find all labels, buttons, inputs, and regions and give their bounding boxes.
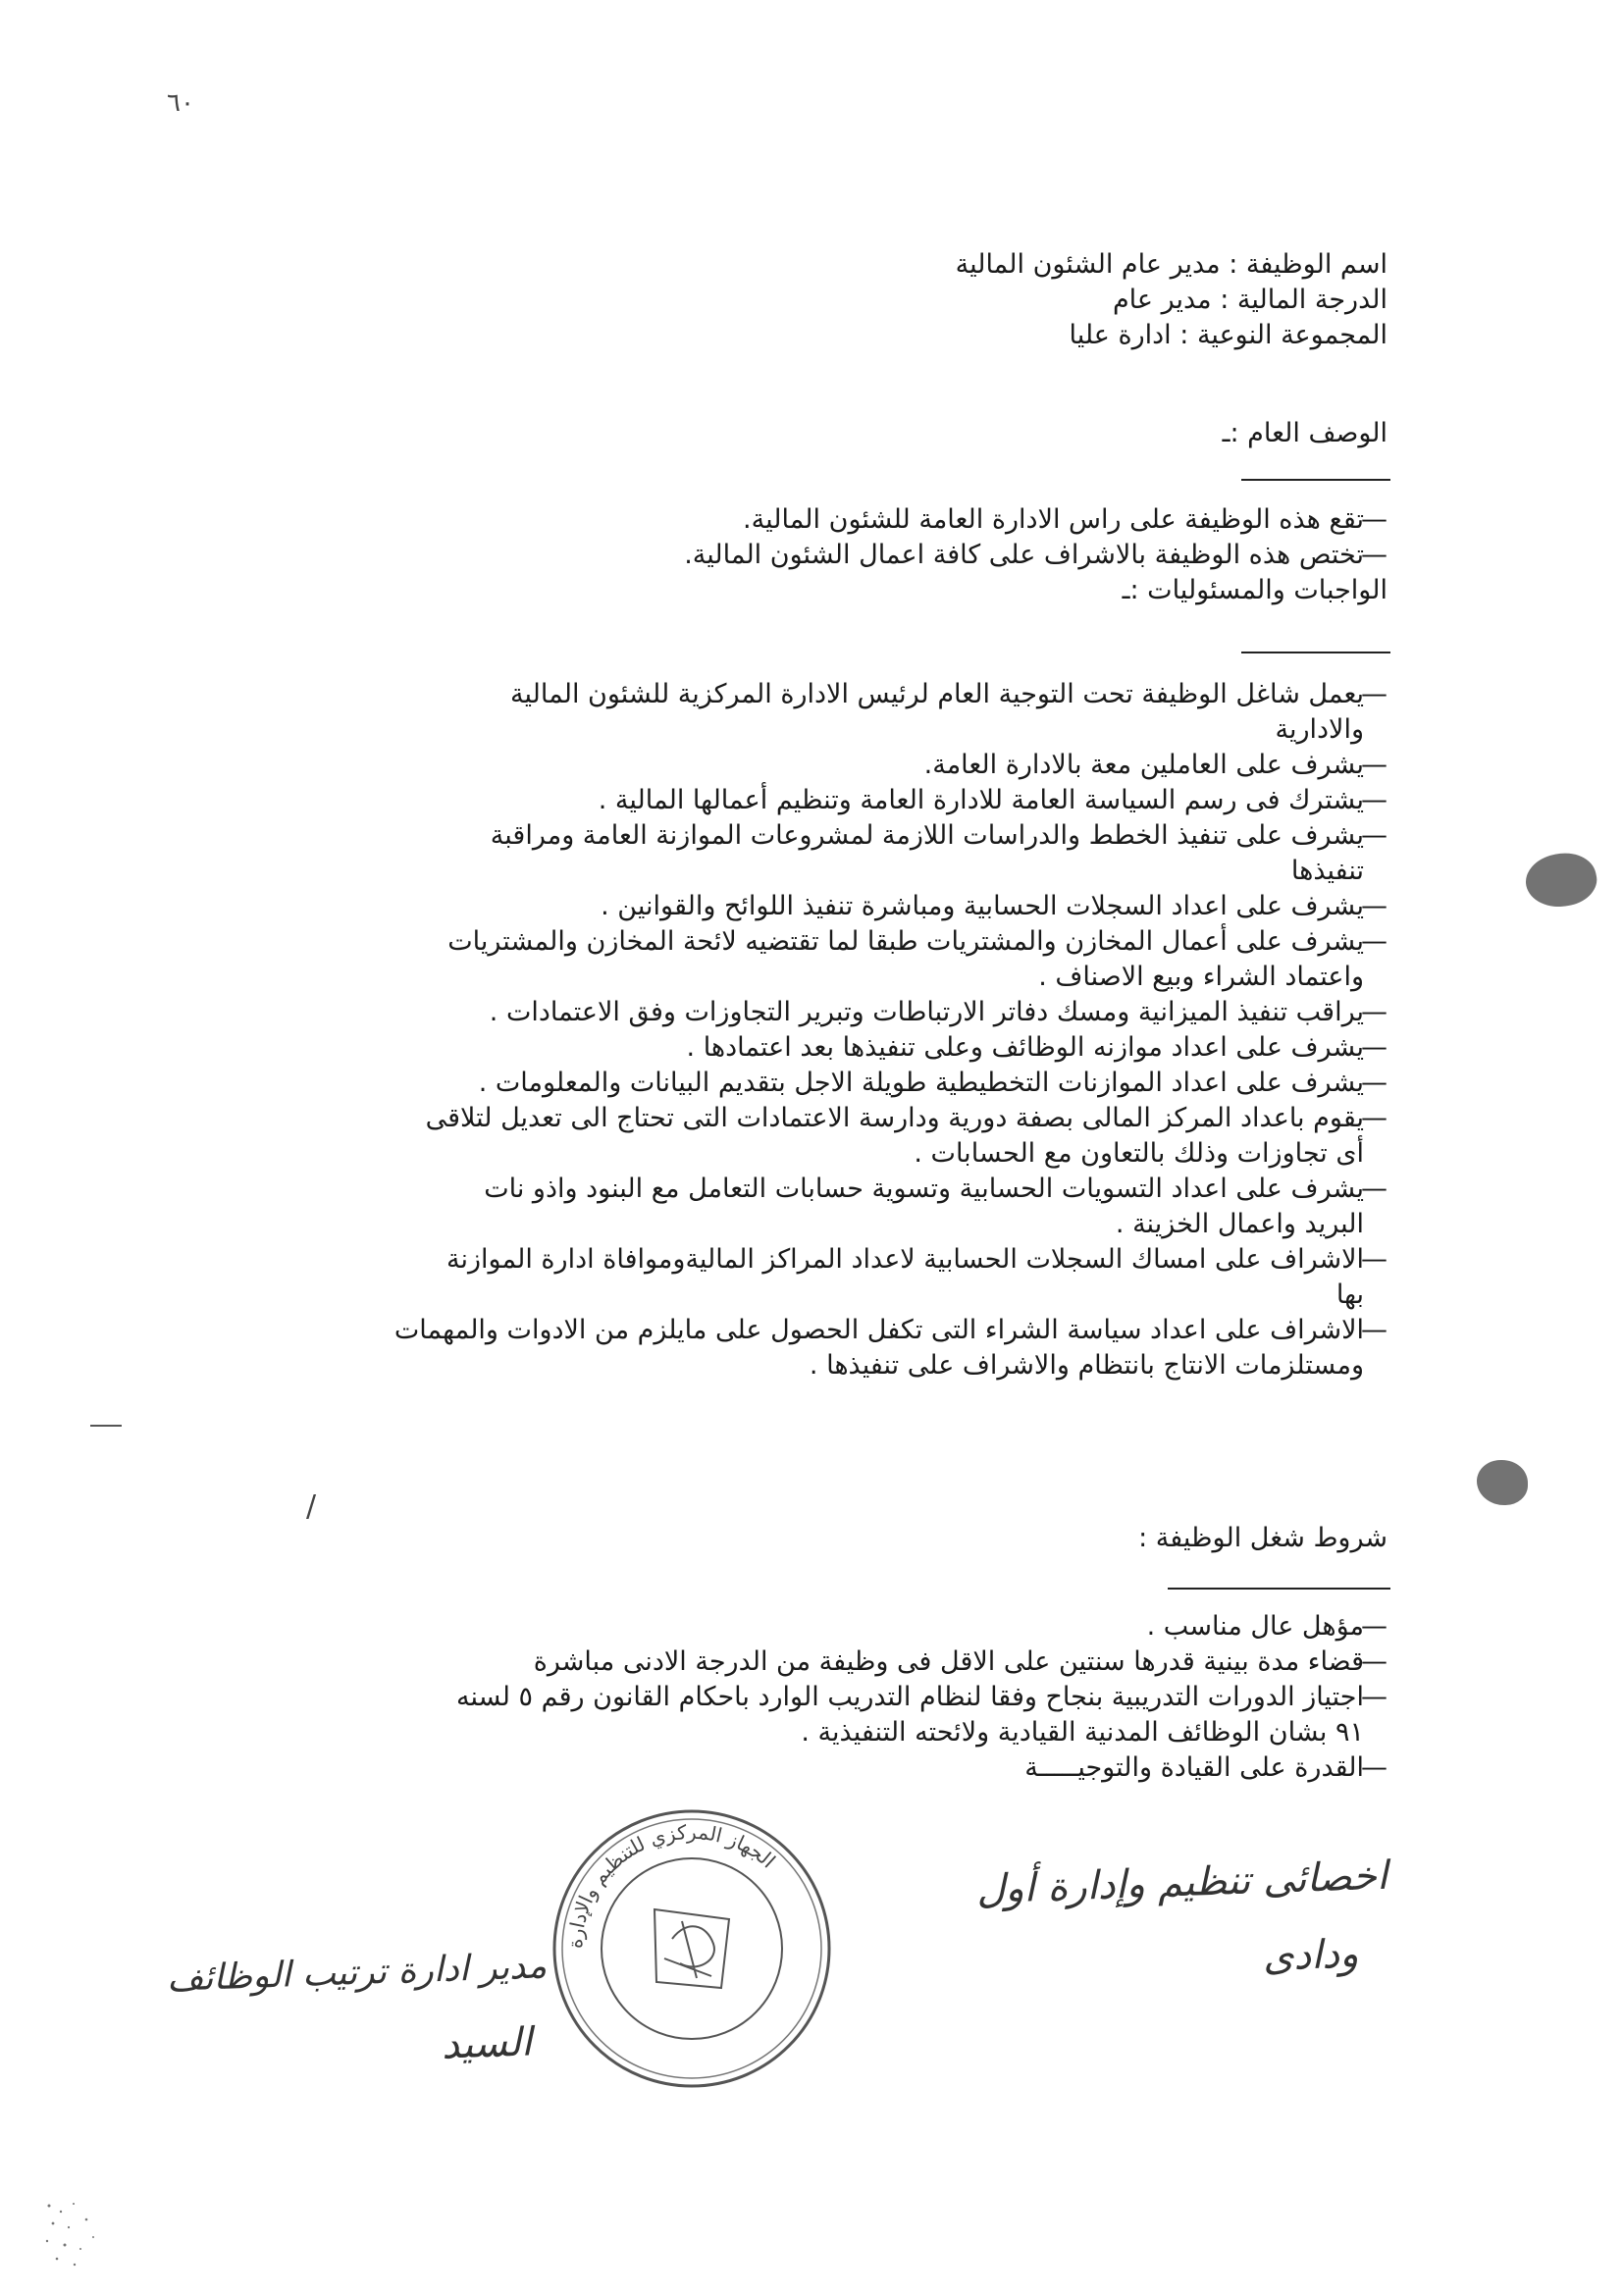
bullet-dash [1361, 1066, 1387, 1101]
bullet-dash [1361, 1242, 1387, 1278]
job-group: المجموعة النوعية : ادارة عليا [1069, 320, 1387, 350]
list-item-line: القدرة على القيادة والتوجيـــــة [1024, 1752, 1364, 1783]
list-item-line: مؤهل عال مناسب . [1146, 1611, 1364, 1642]
heading-underline [1241, 652, 1390, 653]
list-item [265, 748, 1387, 783]
list-item-line: ٩١ بشان الوظائف المدنية القيادية ولائحته التنفيذية . [801, 1717, 1364, 1748]
ink-blot [1477, 1460, 1528, 1505]
list-item [265, 783, 1387, 818]
list-item-line: بها [1335, 1279, 1364, 1310]
conditions-list [245, 1609, 1387, 1786]
list-item-line: يشرف على اعداد السجلات الحسابية ومباشرة تنفيذ اللوائح والقوانين . [601, 891, 1364, 921]
duties-heading: الواجبات والمسئوليات :ـ [1122, 575, 1387, 605]
pen-mark: / [306, 1489, 317, 1524]
general-description-list [265, 502, 1387, 608]
bullet-dash [1361, 1750, 1387, 1786]
bullet-dash [1361, 1680, 1387, 1715]
list-item [265, 1172, 1387, 1242]
list-item-line: اجتياز الدورات التدريبية بنجاح وفقا لنظام التدريب الوارد باحكام القانون رقم ٥ لسنه [456, 1682, 1364, 1712]
list-item-line: يشرف على تنفيذ الخطط والدراسات اللازمة لمشروعات الموازنة العامة ومراقبة [490, 820, 1364, 851]
bullet-dash [1361, 783, 1387, 818]
list-item-line: الاشراف على امساك السجلات الحسابية لاعداد المراكز الماليةوموافاة ادارة الموازنة [446, 1244, 1364, 1275]
list-item-line: قضاء مدة بينية قدرها سنتين على الاقل فى وظيفة من الدرجة الادنى مباشرة [533, 1646, 1364, 1677]
bullet-dash [1361, 924, 1387, 960]
list-item-line: يشترك فى رسم السياسة العامة للادارة العامة وتنظيم أعمالها المالية . [598, 785, 1364, 815]
bullet-dash [1361, 1644, 1387, 1680]
list-item [245, 1750, 1387, 1786]
list-item [265, 924, 1387, 995]
list-item-line: يشرف على اعداد موازنه الوظائف وعلى تنفيذها بعد اعتمادها . [686, 1032, 1364, 1063]
seal-ring-text: الجهاز المركزي للتنظيم والإدارة [562, 1819, 781, 1950]
list-item-line: الاشراف على اعداد سياسة الشراء التى تكفل الحصول على مايلزم من الادوات والمهمات [393, 1315, 1364, 1345]
list-item [245, 1644, 1387, 1680]
signature-specialist-name: ودادى [1261, 1931, 1359, 1980]
list-item-line: البريد واعمال الخزينة . [1115, 1209, 1364, 1239]
list-item-line: يراقب تنفيذ الميزانية ومسك دفاتر الارتباطات وتبرير التجاوزات وفق الاعتمادات . [489, 997, 1364, 1027]
list-item [245, 1680, 1387, 1750]
list-item: — تختص هذه الوظيفة بالاشراف على كافة اعمال الشئون المالية. [265, 538, 1387, 573]
list-item [265, 1030, 1387, 1066]
list-item [265, 677, 1387, 748]
heading-underline [1241, 479, 1390, 481]
pen-stroke [90, 1425, 122, 1427]
duties-list [265, 677, 1387, 1383]
list-item-line: أى تجاوزات وذلك بالتعاون مع الحسابات . [914, 1138, 1364, 1169]
list-item-line: يشرف على العاملين معة بالادارة العامة. [923, 750, 1364, 780]
bullet-dash [1361, 1313, 1387, 1348]
list-item [265, 1242, 1387, 1313]
list-item [265, 818, 1387, 889]
job-grade: الدرجة المالية : مدير عام [1112, 285, 1387, 315]
signature-manager-title: مدير ادارة ترتيب الوظائف [166, 1946, 548, 2000]
list-item [265, 995, 1387, 1030]
bullet-dash [1361, 1030, 1387, 1066]
bullet-dash [1361, 1609, 1387, 1644]
list-item: — تقع هذه الوظيفة على راس الادارة العامة للشئون المالية. [265, 502, 1387, 538]
list-item-line: يشرف على اعداد التسويات الحسابية وتسوية حسابات التعامل مع البنود واذو نات [484, 1174, 1364, 1204]
scan-speckle [39, 2198, 108, 2276]
bullet-dash [1361, 995, 1387, 1030]
corner-page-number: ٦٠ [167, 88, 194, 118]
bullet-dash [1361, 748, 1387, 783]
conditions-heading: شروط شغل الوظيفة : [1138, 1523, 1387, 1553]
bullet-dash [1361, 889, 1387, 924]
job-header [265, 247, 1387, 353]
list-item [265, 889, 1387, 924]
list-item-line: تنفيذها [1290, 856, 1364, 886]
list-item-line: والادارية [1275, 714, 1364, 745]
heading-underline [1168, 1588, 1390, 1590]
official-seal [545, 1801, 839, 2096]
list-item-line: يقوم باعداد المركز المالى بصفة دورية ودارسة الاعتمادات التى تحتاج الى تعديل لتلاقى [425, 1103, 1364, 1133]
general-description-heading: الوصف العام :ـ [1222, 418, 1387, 448]
ink-blot [1521, 847, 1601, 913]
list-item [265, 1101, 1387, 1172]
job-title: اسم الوظيفة : مدير عام الشئون المالية [955, 249, 1387, 280]
bullet-dash [1361, 677, 1387, 712]
bullet-dash [1361, 1101, 1387, 1136]
list-item [265, 1313, 1387, 1383]
list-item [245, 1609, 1387, 1644]
list-item-line: يشرف على أعمال المخازن والمشتريات طبقا لما تقتضيه لائحة المخازن والمشتريات [447, 926, 1364, 957]
list-item-line: واعتماد الشراء وبيع الاصناف . [1038, 962, 1364, 992]
svg-text:الجهاز المركزي للتنظيم والإدار [563, 1820, 780, 1949]
list-item [265, 1066, 1387, 1101]
list-item-line: يشرف على اعداد الموازنات التخطيطية طويلة الاجل بتقديم البيانات والمعلومات . [478, 1068, 1364, 1098]
signature-manager-name: السيد [441, 2019, 533, 2068]
list-item-line: ومستلزمات الانتاج بانتظام والاشراف على تنفيذها . [809, 1350, 1364, 1381]
bullet-dash [1361, 1172, 1387, 1207]
list-item-line: يعمل شاغل الوظيفة تحت التوجية العام لرئيس الادارة المركزية للشئون المالية [510, 679, 1364, 709]
bullet-dash [1361, 818, 1387, 854]
signature-specialist-title: اخصائى تنظيم وإدارة أول [975, 1852, 1388, 1913]
